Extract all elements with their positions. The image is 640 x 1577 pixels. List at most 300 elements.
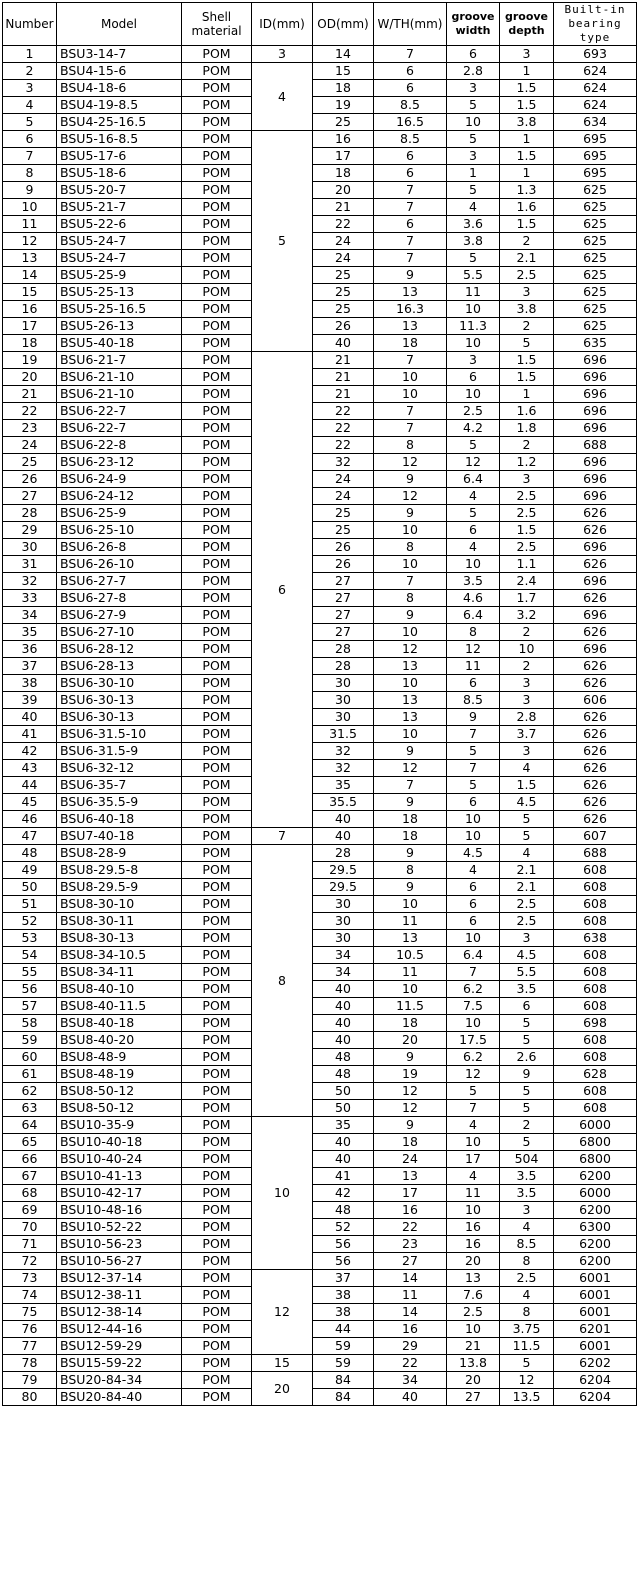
- cell-od: 16: [313, 131, 374, 148]
- cell-number: 74: [3, 1287, 57, 1304]
- cell-bearing-type: 624: [554, 63, 637, 80]
- cell-od: 25: [313, 522, 374, 539]
- cell-groove-width: 9: [447, 709, 500, 726]
- cell-groove-depth: 2.5: [500, 913, 554, 930]
- cell-groove-depth: 3: [500, 284, 554, 301]
- cell-wth: 18: [374, 811, 447, 828]
- cell-shell-material: POM: [182, 556, 252, 573]
- cell-od: 25: [313, 114, 374, 131]
- cell-shell-material: POM: [182, 964, 252, 981]
- cell-model: BSU4-15-6: [57, 63, 182, 80]
- cell-number: 62: [3, 1083, 57, 1100]
- cell-bearing-type: 608: [554, 879, 637, 896]
- cell-groove-width: 1: [447, 165, 500, 182]
- cell-number: 60: [3, 1049, 57, 1066]
- cell-wth: 17: [374, 1185, 447, 1202]
- cell-od: 25: [313, 301, 374, 318]
- table-row: [3, 845, 637, 862]
- cell-shell-material: POM: [182, 1049, 252, 1066]
- cell-bearing-type: 6800: [554, 1151, 637, 1168]
- cell-groove-depth: 2: [500, 437, 554, 454]
- cell-groove-depth: 1.5: [500, 80, 554, 97]
- cell-od: 30: [313, 692, 374, 709]
- cell-groove-depth: 2.1: [500, 879, 554, 896]
- cell-model: BSU6-31.5-10: [57, 726, 182, 743]
- cell-model: BSU6-26-10: [57, 556, 182, 573]
- cell-bearing-type: 608: [554, 862, 637, 879]
- cell-groove-width: 4: [447, 862, 500, 879]
- cell-od: 38: [313, 1287, 374, 1304]
- cell-bearing-type: 693: [554, 46, 637, 63]
- cell-wth: 7: [374, 352, 447, 369]
- cell-wth: 12: [374, 1083, 447, 1100]
- cell-number: 11: [3, 216, 57, 233]
- cell-wth: 23: [374, 1236, 447, 1253]
- cell-shell-material: POM: [182, 1355, 252, 1372]
- table-row: [3, 998, 637, 1015]
- cell-model: BSU12-44-16: [57, 1321, 182, 1338]
- cell-groove-width: 7: [447, 726, 500, 743]
- cell-bearing-type: 6204: [554, 1372, 637, 1389]
- cell-model: BSU6-24-12: [57, 488, 182, 505]
- cell-number: 73: [3, 1270, 57, 1287]
- cell-wth: 13: [374, 658, 447, 675]
- cell-model: BSU6-25-10: [57, 522, 182, 539]
- cell-model: BSU6-30-13: [57, 692, 182, 709]
- cell-bearing-type: 625: [554, 301, 637, 318]
- cell-wth: 7: [374, 420, 447, 437]
- table-row: [3, 505, 637, 522]
- cell-od: 52: [313, 1219, 374, 1236]
- cell-number: 34: [3, 607, 57, 624]
- cell-wth: 8: [374, 539, 447, 556]
- cell-shell-material: POM: [182, 131, 252, 148]
- cell-bearing-type: 608: [554, 1100, 637, 1117]
- cell-shell-material: POM: [182, 522, 252, 539]
- cell-groove-width: 7.6: [447, 1287, 500, 1304]
- cell-model: BSU20-84-34: [57, 1372, 182, 1389]
- cell-groove-depth: 12: [500, 1372, 554, 1389]
- cell-wth: 7: [374, 46, 447, 63]
- cell-groove-depth: 3: [500, 692, 554, 709]
- cell-number: 7: [3, 148, 57, 165]
- cell-groove-width: 3.6: [447, 216, 500, 233]
- cell-shell-material: POM: [182, 590, 252, 607]
- cell-od: 37: [313, 1270, 374, 1287]
- cell-groove-depth: 5: [500, 1083, 554, 1100]
- cell-bearing-type: 628: [554, 1066, 637, 1083]
- cell-shell-material: POM: [182, 352, 252, 369]
- cell-groove-width: 2.8: [447, 63, 500, 80]
- cell-bearing-type: 696: [554, 420, 637, 437]
- header-groove-width-line-2: width: [455, 24, 491, 37]
- table-row: [3, 590, 637, 607]
- cell-wth: 9: [374, 1117, 447, 1134]
- cell-model: BSU6-28-13: [57, 658, 182, 675]
- table-row: [3, 1321, 637, 1338]
- cell-groove-width: 3: [447, 352, 500, 369]
- cell-number: 68: [3, 1185, 57, 1202]
- cell-model: BSU6-23-12: [57, 454, 182, 471]
- cell-shell-material: POM: [182, 165, 252, 182]
- cell-number: 36: [3, 641, 57, 658]
- cell-groove-depth: 4: [500, 1219, 554, 1236]
- table-row: [3, 556, 637, 573]
- cell-od: 84: [313, 1389, 374, 1406]
- cell-od: 48: [313, 1066, 374, 1083]
- cell-od: 34: [313, 947, 374, 964]
- cell-model: BSU8-40-10: [57, 981, 182, 998]
- cell-shell-material: POM: [182, 454, 252, 471]
- cell-groove-width: 6: [447, 522, 500, 539]
- cell-bearing-type: 625: [554, 267, 637, 284]
- cell-od: 35: [313, 1117, 374, 1134]
- cell-model: BSU5-26-13: [57, 318, 182, 335]
- cell-wth: 9: [374, 471, 447, 488]
- cell-groove-width: 20: [447, 1372, 500, 1389]
- cell-od: 32: [313, 454, 374, 471]
- table-row: [3, 1015, 637, 1032]
- table-row: [3, 1355, 637, 1372]
- cell-number: 17: [3, 318, 57, 335]
- cell-wth: 19: [374, 1066, 447, 1083]
- cell-bearing-type: 626: [554, 590, 637, 607]
- cell-groove-depth: 3.75: [500, 1321, 554, 1338]
- table-row: [3, 199, 637, 216]
- cell-groove-width: 11: [447, 658, 500, 675]
- cell-model: BSU6-35-7: [57, 777, 182, 794]
- cell-number: 52: [3, 913, 57, 930]
- cell-groove-depth: 2: [500, 624, 554, 641]
- cell-number: 56: [3, 981, 57, 998]
- header-groove-depth: [500, 3, 554, 46]
- cell-shell-material: POM: [182, 624, 252, 641]
- cell-groove-depth: 4.5: [500, 947, 554, 964]
- table-row: [3, 964, 637, 981]
- cell-od: 40: [313, 998, 374, 1015]
- cell-number: 15: [3, 284, 57, 301]
- cell-groove-width: 3: [447, 80, 500, 97]
- cell-groove-depth: 3: [500, 930, 554, 947]
- cell-shell-material: POM: [182, 1100, 252, 1117]
- cell-od: 15: [313, 63, 374, 80]
- cell-od: 28: [313, 845, 374, 862]
- cell-groove-depth: 3: [500, 675, 554, 692]
- cell-groove-depth: 2.5: [500, 896, 554, 913]
- cell-number: 33: [3, 590, 57, 607]
- cell-number: 29: [3, 522, 57, 539]
- cell-groove-depth: 2.6: [500, 1049, 554, 1066]
- table-row: [3, 607, 637, 624]
- cell-id: 15: [252, 1355, 313, 1372]
- cell-groove-width: 2.5: [447, 403, 500, 420]
- cell-number: 71: [3, 1236, 57, 1253]
- table-body: [3, 46, 637, 1406]
- cell-shell-material: POM: [182, 726, 252, 743]
- cell-model: BSU6-27-7: [57, 573, 182, 590]
- cell-groove-depth: 9: [500, 1066, 554, 1083]
- cell-wth: 7: [374, 233, 447, 250]
- cell-od: 22: [313, 420, 374, 437]
- cell-groove-width: 6.4: [447, 947, 500, 964]
- cell-od: 27: [313, 590, 374, 607]
- table-row: [3, 471, 637, 488]
- cell-groove-width: 7: [447, 964, 500, 981]
- cell-groove-depth: 11.5: [500, 1338, 554, 1355]
- cell-bearing-type: 6001: [554, 1287, 637, 1304]
- cell-shell-material: POM: [182, 437, 252, 454]
- header-wth: W/TH(mm): [374, 3, 447, 46]
- cell-groove-width: 12: [447, 454, 500, 471]
- table-row: [3, 1304, 637, 1321]
- cell-shell-material: POM: [182, 947, 252, 964]
- cell-wth: 8.5: [374, 97, 447, 114]
- cell-wth: 13: [374, 930, 447, 947]
- cell-model: BSU6-30-13: [57, 709, 182, 726]
- cell-bearing-type: 6200: [554, 1168, 637, 1185]
- cell-bearing-type: 624: [554, 80, 637, 97]
- table-row: [3, 709, 637, 726]
- header-model: Model: [57, 3, 182, 46]
- cell-id: 3: [252, 46, 313, 63]
- cell-bearing-type: 6300: [554, 1219, 637, 1236]
- cell-bearing-type: 696: [554, 539, 637, 556]
- cell-wth: 12: [374, 641, 447, 658]
- cell-shell-material: POM: [182, 1185, 252, 1202]
- cell-groove-width: 27: [447, 1389, 500, 1406]
- cell-number: 76: [3, 1321, 57, 1338]
- cell-groove-width: 7: [447, 760, 500, 777]
- table-row: [3, 216, 637, 233]
- cell-wth: 14: [374, 1304, 447, 1321]
- table-row: [3, 437, 637, 454]
- cell-od: 34: [313, 964, 374, 981]
- cell-bearing-type: 625: [554, 233, 637, 250]
- cell-groove-depth: 1.2: [500, 454, 554, 471]
- table-row: [3, 80, 637, 97]
- cell-groove-depth: 1.3: [500, 182, 554, 199]
- cell-model: BSU5-20-7: [57, 182, 182, 199]
- cell-groove-width: 6.4: [447, 607, 500, 624]
- cell-model: BSU4-25-16.5: [57, 114, 182, 131]
- table-row: [3, 1185, 637, 1202]
- cell-groove-depth: 4: [500, 760, 554, 777]
- cell-id: 20: [252, 1372, 313, 1406]
- cell-number: 54: [3, 947, 57, 964]
- cell-shell-material: POM: [182, 743, 252, 760]
- table-row: [3, 318, 637, 335]
- cell-od: 32: [313, 743, 374, 760]
- cell-groove-depth: 1.7: [500, 590, 554, 607]
- table-row: [3, 301, 637, 318]
- cell-groove-width: 3: [447, 148, 500, 165]
- table-row: [3, 1100, 637, 1117]
- cell-shell-material: POM: [182, 369, 252, 386]
- cell-model: BSU10-40-24: [57, 1151, 182, 1168]
- cell-number: 39: [3, 692, 57, 709]
- cell-groove-width: 12: [447, 641, 500, 658]
- cell-groove-width: 10: [447, 556, 500, 573]
- cell-groove-depth: 3: [500, 1202, 554, 1219]
- cell-shell-material: POM: [182, 607, 252, 624]
- cell-wth: 16.5: [374, 114, 447, 131]
- cell-model: BSU6-26-8: [57, 539, 182, 556]
- table-row: [3, 1083, 637, 1100]
- table-row: [3, 794, 637, 811]
- table-row: [3, 131, 637, 148]
- cell-number: 20: [3, 369, 57, 386]
- cell-wth: 9: [374, 743, 447, 760]
- cell-wth: 6: [374, 80, 447, 97]
- cell-bearing-type: 626: [554, 522, 637, 539]
- cell-model: BSU6-40-18: [57, 811, 182, 828]
- cell-wth: 6: [374, 63, 447, 80]
- cell-model: BSU8-48-9: [57, 1049, 182, 1066]
- cell-groove-depth: 2.5: [500, 267, 554, 284]
- table-row: [3, 1032, 637, 1049]
- cell-number: 3: [3, 80, 57, 97]
- table-row: [3, 420, 637, 437]
- bearing-spec-table: [2, 2, 637, 1406]
- header-shell-line-2: material: [191, 24, 242, 38]
- cell-shell-material: POM: [182, 709, 252, 726]
- cell-wth: 8: [374, 590, 447, 607]
- cell-bearing-type: 696: [554, 369, 637, 386]
- cell-od: 44: [313, 1321, 374, 1338]
- cell-groove-width: 4: [447, 1117, 500, 1134]
- cell-model: BSU12-59-29: [57, 1338, 182, 1355]
- cell-wth: 7: [374, 250, 447, 267]
- cell-model: BSU8-28-9: [57, 845, 182, 862]
- cell-groove-width: 11.3: [447, 318, 500, 335]
- cell-number: 4: [3, 97, 57, 114]
- cell-groove-depth: 1: [500, 131, 554, 148]
- cell-model: BSU5-40-18: [57, 335, 182, 352]
- cell-bearing-type: 6001: [554, 1270, 637, 1287]
- table-row: [3, 981, 637, 998]
- cell-groove-depth: 2.5: [500, 505, 554, 522]
- cell-groove-depth: 3: [500, 46, 554, 63]
- cell-groove-depth: 8: [500, 1304, 554, 1321]
- cell-number: 41: [3, 726, 57, 743]
- cell-groove-width: 6: [447, 794, 500, 811]
- cell-wth: 6: [374, 216, 447, 233]
- cell-wth: 20: [374, 1032, 447, 1049]
- cell-number: 21: [3, 386, 57, 403]
- cell-model: BSU6-28-12: [57, 641, 182, 658]
- cell-groove-depth: 5.5: [500, 964, 554, 981]
- cell-od: 30: [313, 896, 374, 913]
- cell-wth: 13: [374, 709, 447, 726]
- cell-bearing-type: 696: [554, 573, 637, 590]
- cell-groove-width: 5: [447, 250, 500, 267]
- cell-od: 26: [313, 556, 374, 573]
- cell-od: 35.5: [313, 794, 374, 811]
- cell-groove-depth: 2.4: [500, 573, 554, 590]
- cell-bearing-type: 696: [554, 454, 637, 471]
- header-groove-width-line-1: groove: [451, 10, 495, 23]
- cell-wth: 10: [374, 896, 447, 913]
- cell-groove-width: 5: [447, 777, 500, 794]
- cell-model: BSU7-40-18: [57, 828, 182, 845]
- cell-bearing-type: 625: [554, 318, 637, 335]
- cell-od: 40: [313, 1032, 374, 1049]
- cell-wth: 10: [374, 726, 447, 743]
- cell-number: 6: [3, 131, 57, 148]
- cell-od: 28: [313, 641, 374, 658]
- cell-groove-width: 8.5: [447, 692, 500, 709]
- table-row: [3, 1219, 637, 1236]
- cell-shell-material: POM: [182, 641, 252, 658]
- cell-od: 19: [313, 97, 374, 114]
- table-row: [3, 97, 637, 114]
- cell-groove-width: 5: [447, 743, 500, 760]
- cell-groove-depth: 3.8: [500, 301, 554, 318]
- cell-groove-width: 10: [447, 1321, 500, 1338]
- table-row: [3, 165, 637, 182]
- cell-model: BSU5-25-9: [57, 267, 182, 284]
- cell-number: 79: [3, 1372, 57, 1389]
- cell-wth: 10: [374, 556, 447, 573]
- cell-groove-width: 3.8: [447, 233, 500, 250]
- cell-groove-width: 10: [447, 828, 500, 845]
- cell-groove-width: 6.2: [447, 981, 500, 998]
- cell-model: BSU12-37-14: [57, 1270, 182, 1287]
- cell-model: BSU6-31.5-9: [57, 743, 182, 760]
- cell-od: 40: [313, 811, 374, 828]
- cell-shell-material: POM: [182, 930, 252, 947]
- header-groove-width: [447, 3, 500, 46]
- cell-wth: 11.5: [374, 998, 447, 1015]
- cell-model: BSU10-35-9: [57, 1117, 182, 1134]
- cell-bearing-type: 6200: [554, 1236, 637, 1253]
- cell-groove-width: 5.5: [447, 267, 500, 284]
- cell-groove-depth: 1.8: [500, 420, 554, 437]
- cell-groove-depth: 1.5: [500, 352, 554, 369]
- cell-bearing-type: 626: [554, 675, 637, 692]
- cell-od: 26: [313, 539, 374, 556]
- cell-wth: 9: [374, 879, 447, 896]
- table-row: [3, 403, 637, 420]
- cell-groove-width: 6: [447, 913, 500, 930]
- cell-model: BSU6-27-10: [57, 624, 182, 641]
- cell-shell-material: POM: [182, 1066, 252, 1083]
- cell-shell-material: POM: [182, 63, 252, 80]
- cell-bearing-type: 698: [554, 1015, 637, 1032]
- cell-number: 19: [3, 352, 57, 369]
- cell-id: 8: [252, 845, 313, 1117]
- table-row: [3, 675, 637, 692]
- header-number: Number: [3, 3, 57, 46]
- table-row: [3, 862, 637, 879]
- table-row: [3, 148, 637, 165]
- cell-groove-depth: 1.5: [500, 97, 554, 114]
- cell-number: 65: [3, 1134, 57, 1151]
- cell-number: 67: [3, 1168, 57, 1185]
- cell-bearing-type: 696: [554, 488, 637, 505]
- cell-number: 48: [3, 845, 57, 862]
- cell-wth: 13: [374, 318, 447, 335]
- cell-wth: 11: [374, 913, 447, 930]
- cell-od: 30: [313, 675, 374, 692]
- cell-bearing-type: 625: [554, 199, 637, 216]
- cell-od: 20: [313, 182, 374, 199]
- cell-wth: 7: [374, 199, 447, 216]
- cell-wth: 10: [374, 981, 447, 998]
- cell-groove-width: 10: [447, 386, 500, 403]
- cell-wth: 34: [374, 1372, 447, 1389]
- cell-bearing-type: 608: [554, 1032, 637, 1049]
